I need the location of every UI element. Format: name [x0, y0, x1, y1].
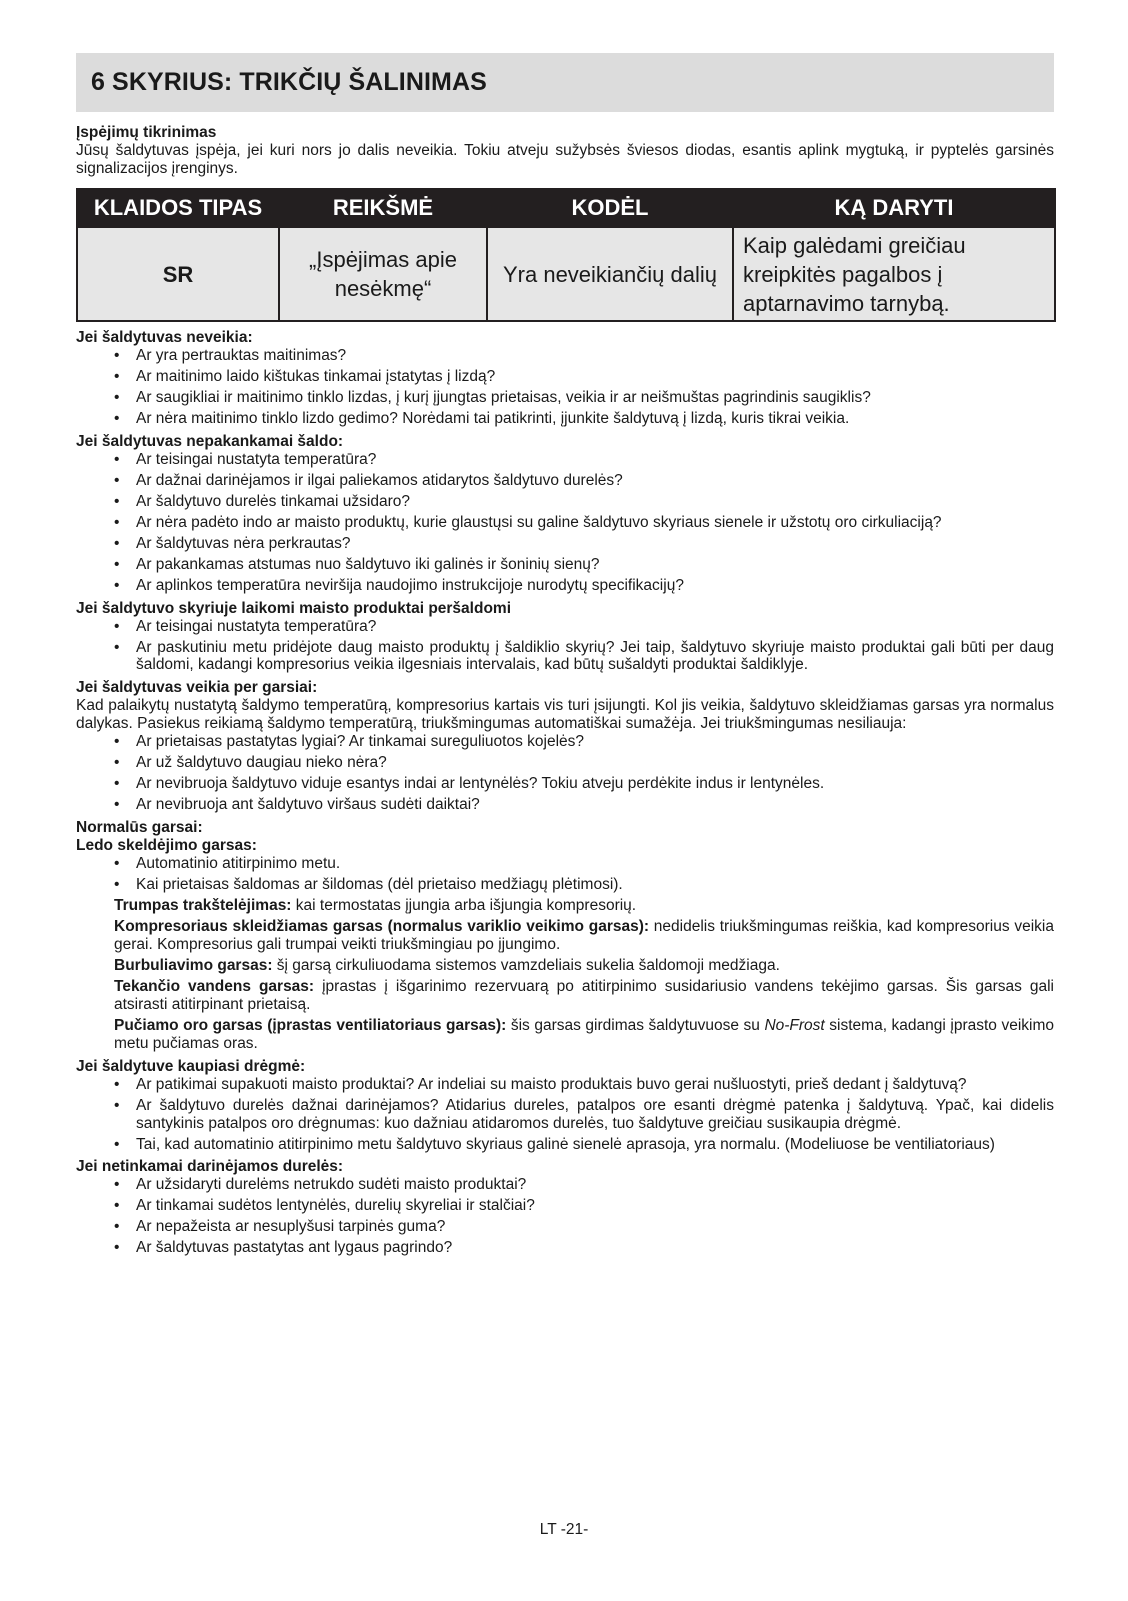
- section-not-working: [76, 329, 1054, 428]
- list-item: • Ar nėra padėto indo ar maisto produktų, kurie glaustųsi su galine šaldytuvo skyriaus sienele ir užstotų oro cirkuliaciją?: [114, 514, 1054, 532]
- section-heading: Jei šaldytuvas veikia per garsiai:: [76, 678, 318, 696]
- section-heading: Jei šaldytuve kaupiasi drėgmė:: [76, 1057, 306, 1075]
- bullet-list: [76, 733, 1054, 814]
- error-table-header: KODĖL: [487, 189, 733, 227]
- list-item: • Ar maitinimo laido kištukas tinkamai įstatytas į lizdą?: [114, 368, 1054, 386]
- sound-description: nedidelis triukšmingumas reiškia, kad kompresorius veikia gerai. Kompresorius gali trumpai veikti triukšmingiau po įjungimo.: [114, 917, 1054, 953]
- page-number: LT -21-: [539, 1521, 589, 1538]
- sound-entry: [114, 957, 1054, 975]
- list-item: • Ar saugikliai ir maitinimo tinklo lizdas, į kurį įjungtas prietaisas, veikia ir ar neišmuštas pagrindinis saugiklis?: [114, 389, 1054, 407]
- list-item: • Automatinio atitirpinimo metu.: [114, 855, 1054, 873]
- section-heading: Normalūs garsai:: [76, 818, 203, 836]
- section-heading: Jei šaldytuvo skyriuje laikomi maisto produktai peršaldomi: [76, 599, 512, 617]
- bullet-list: [76, 855, 1054, 894]
- error-table-header: KĄ DARYTI: [733, 189, 1055, 227]
- document-page: [76, 53, 1054, 1260]
- chapter-title: 6 SKYRIUS: TRIKČIŲ ŠALINIMAS: [91, 68, 487, 96]
- section-text: Kad palaikytų nustatytą šaldymo temperatūrą, kompresorius kartais vis turi įsijungti. Kol jis veikia, šaldytuvo skleidžiamas garsas yra normalus dalykas. Pasiekus reikiamą šaldymo temperatūrą, triukšmingumas automatiškai sumažėja. Jei triukšmingumas nesiliauja:: [76, 696, 1054, 732]
- bullet-list: [76, 618, 1054, 674]
- error-table-header-row: [77, 189, 1055, 227]
- list-item: • Ar šaldytuvo durelės tinkamai užsidaro?: [114, 493, 1054, 511]
- list-item: • Ar šaldytuvas nėra perkrautas?: [114, 535, 1054, 553]
- list-item: • Kai prietaisas šaldomas ar šildomas (dėl prietaiso medžiagų plėtimosi).: [114, 876, 1054, 894]
- error-table-header: REIKŠMĖ: [279, 189, 487, 227]
- list-item: • Ar teisingai nustatyta temperatūra?: [114, 451, 1054, 469]
- list-item: • Ar nėra maitinimo tinklo lizdo gedimo? Norėdami tai patikrinti, įjunkite šaldytuvą į lizdą, kuris tikrai veikia.: [114, 410, 1054, 428]
- section-not-cooling: [76, 433, 1054, 595]
- list-item: • Ar nepažeista ar nesuplyšusi tarpinės guma?: [114, 1218, 1054, 1236]
- sound-entry: [114, 1017, 1054, 1053]
- list-item: • Ar nevibruoja šaldytuvo viduje esantys indai ar lentynėlės? Tokiu atveju perdėkite indus ir lentynėles.: [114, 775, 1054, 793]
- list-item: • Ar yra pertrauktas maitinimas?: [114, 347, 1054, 365]
- list-item: • Ar šaldytuvo durelės dažnai darinėjamos? Atidarius dureles, patalpos ore esanti drėgmė patenka į šaldytuvą. Ypač, kai didelis santykinis patalpos oro drėgnumas: kuo dažniau atidaromos durelės, tuo šaldytuve greičiau susikaupia drėgmė.: [114, 1097, 1054, 1132]
- list-item: • Ar pakankamas atstumas nuo šaldytuvo iki galinės ir šoninių sienų?: [114, 556, 1054, 574]
- sound-term: Trumpas trakštelėjimas:: [114, 896, 292, 914]
- section-heading: Jei netinkamai darinėjamos durelės:: [76, 1158, 344, 1176]
- list-item: • Ar nevibruoja ant šaldytuvo viršaus sudėti daiktai?: [114, 796, 1054, 814]
- list-item: • Ar prietaisas pastatytas lygiai? Ar tinkamai sureguliuotos kojelės?: [114, 733, 1054, 751]
- bullet-list: [76, 1176, 1054, 1257]
- bullet-list: [76, 347, 1054, 428]
- section-normal-sounds: [76, 819, 1054, 1053]
- section-heading: Jei šaldytuvas neveikia:: [76, 329, 253, 346]
- sound-term: Kompresoriaus skleidžiamas garsas (normalus variklio veikimo garsas):: [114, 917, 650, 935]
- sound-entry: [114, 918, 1054, 954]
- sound-description: šis garsas girdimas šaldytuvuose su: [506, 1016, 765, 1034]
- warnings-text: Jūsų šaldytuvas įspėja, jei kuri nors jo dalis neveikia. Tokiu atveju sužybsės šviesos diodas, esantis aplink mygtuką, ir pyptelės garsinės signalizacijos įrenginys.: [76, 142, 1054, 177]
- bullet-list: [76, 451, 1054, 595]
- chapter-header: [76, 53, 1054, 112]
- section-humidity: [76, 1058, 1054, 1153]
- sound-description: kai termostatas įjungia arba išjungia kompresorių.: [291, 896, 637, 914]
- list-item: • Tai, kad automatinio atitirpinimo metu šaldytuvo skyriaus galinė sienelė aprasoja, yra normalu. (Modeliuose be ventiliatoriaus): [114, 1136, 1054, 1154]
- list-item: • Ar užsidaryti durelėms netrukdo sudėti maisto produktai?: [114, 1176, 1054, 1194]
- warnings-section: [76, 124, 1054, 178]
- warnings-heading: Įspėjimų tikrinimas: [76, 124, 217, 141]
- sound-entry: [114, 978, 1054, 1014]
- list-item: • Ar paskutiniu metu pridėjote daug maisto produktų į šaldiklio skyrių? Jei taip, šaldytuvo skyriuje maisto produktai gali būti per daug šaldomi, kadangi kompresorius veikia ilgesniais intervalais, kad būtų sušaldyti produktai šaldiklyje.: [114, 639, 1054, 674]
- error-table: [76, 188, 1056, 322]
- section-doors: [76, 1158, 1054, 1257]
- error-type-cell: SR: [77, 227, 279, 321]
- error-table-header: KLAIDOS TIPAS: [77, 189, 279, 227]
- list-item: • Ar patikimai supakuoti maisto produktai? Ar indeliai su maisto produktais buvo gerai nušluostyti, prieš dedant į šaldytuvą?: [114, 1076, 1054, 1094]
- section-subheading: Ledo skeldėjimo garsas:: [76, 836, 257, 854]
- sound-term: Burbuliavimo garsas:: [114, 956, 273, 974]
- list-item: • Ar šaldytuvas pastatytas ant lygaus pagrindo?: [114, 1239, 1054, 1257]
- sound-entry: [114, 897, 1054, 915]
- list-item: • Ar aplinkos temperatūra neviršija naudojimo instrukcijoje nurodytų specifikacijų?: [114, 577, 1054, 595]
- sound-term: Tekančio vandens garsas:: [114, 977, 315, 995]
- section-noisy: [76, 679, 1054, 814]
- sound-description: šį garsą cirkuliuodama sistemos vamzdeliais sukelia šaldomoji medžiaga.: [272, 956, 780, 974]
- error-action-cell: Kaip galėdami greičiau kreipkitės pagalbos į aptarnavimo tarnybą.: [733, 227, 1055, 321]
- section-overcooling: [76, 600, 1054, 674]
- list-item: • Ar tinkamai sudėtos lentynėlės, durelių skyreliai ir stalčiai?: [114, 1197, 1054, 1215]
- section-heading: Jei šaldytuvas nepakankamai šaldo:: [76, 432, 344, 450]
- sound-description: sistema, kadangi įprasto veikimo metu pučiamas oras.: [114, 1016, 1055, 1052]
- error-table-row: [77, 227, 1055, 321]
- list-item: • Ar už šaldytuvo daugiau nieko nėra?: [114, 754, 1054, 772]
- sound-description: įprastas į išgarinimo rezervuarą po atitirpinimo susidariusio vandens tekėjimo garsas. Šis garsas gali atsirasti atitirpinant prietaisą.: [114, 977, 1054, 1013]
- sound-term: Pučiamo oro garsas (įprastas ventiliatoriaus garsas):: [114, 1016, 507, 1034]
- list-item: • Ar dažnai darinėjamos ir ilgai paliekamos atidarytos šaldytuvo durelės?: [114, 472, 1054, 490]
- list-item: • Ar teisingai nustatyta temperatūra?: [114, 618, 1054, 636]
- system-name: No-Frost: [764, 1016, 825, 1034]
- error-reason-cell: Yra neveikiančių dalių: [487, 227, 733, 321]
- bullet-list: [76, 1076, 1054, 1153]
- error-meaning-cell: „Įspėjimas apie nesėkmę“: [279, 227, 487, 321]
- sound-entries: [76, 897, 1054, 1053]
